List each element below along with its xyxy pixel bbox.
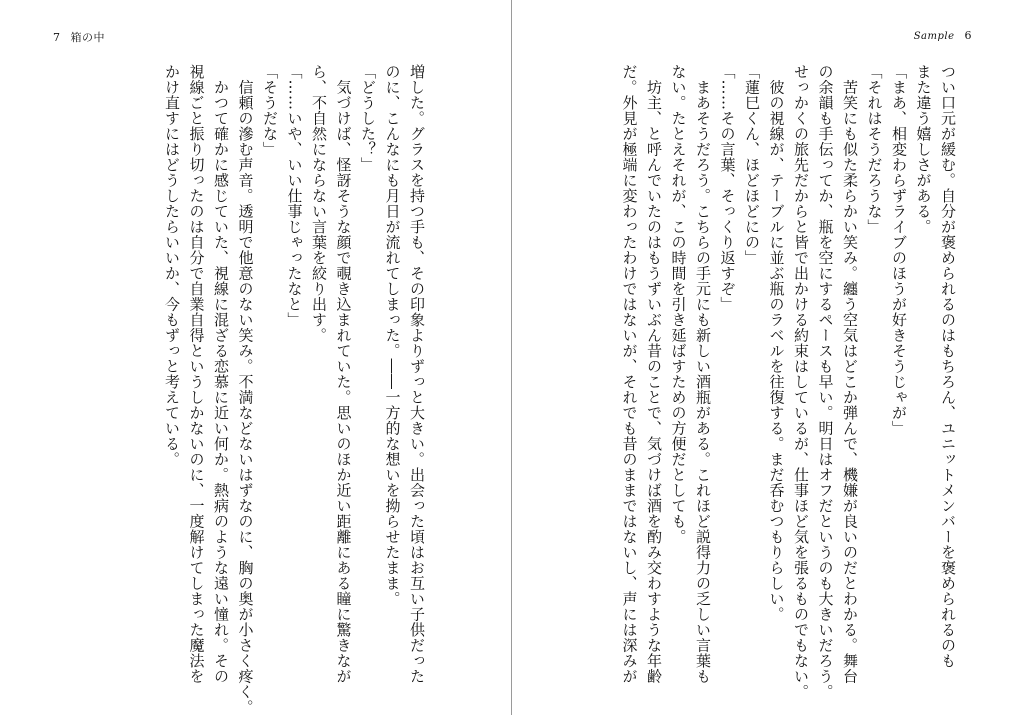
text-line: 視線ごと振り切ったのは自分で自業自得というしかないのに、一度解けてしまった魔法を [187, 64, 206, 684]
text-line: 気づけば、怪訝そうな顔で覗き込まれていた。思いのほか近い距離にある瞳に驚きなが [334, 64, 353, 684]
text-line: 信頼の滲む声音。透明で他意のない笑み。不満などないはずなのに、胸の奥が小さく疼く。 [236, 64, 255, 715]
text-line: ない。たとえそれが、この時間を引き延ばすための方便だとしても。 [669, 64, 688, 545]
text-line: かつて確かに感じていた、視線に混ざる恋慕に近い何か。熱病のような遠い憧れ。その [212, 64, 230, 684]
text-line: 坊主、と呼んでいたのはもうずいぶん昔のことで、気づけば酒を酌み交わすような年齢 [645, 64, 663, 684]
right-page [512, 0, 1024, 715]
text-line: 「……いや、いい仕事じゃったなと」 [285, 64, 304, 328]
text-line: 苦笑にも似た柔らかい笑み。纏う空気はどこか弾んで、機嫌が良いのだとわかる。舞台 [841, 64, 859, 684]
text-line: つい口元が緩む。自分が褒められるのはもちろん、ユニットメンバーを褒められるのも [939, 64, 957, 669]
text-line: 「蓮巳くん、ほどほどにの」 [743, 64, 761, 266]
text-line: せっかくの旅先だからと皆で出かける約束はしているが、仕事ほど気を張るものでもない。 [792, 64, 810, 700]
text-line: ら、不自然にならない言葉を絞り出す。 [310, 64, 328, 343]
left-page-chapter-title: 箱の中 [70, 31, 105, 44]
text-line: 「どうした？」 [359, 64, 377, 173]
text-line: まあそうだろう。こちらの手元にも新しい酒瓶がある。これほど説得力の乏しい言葉も [694, 64, 712, 684]
text-line: 「……その言葉、そっくり返すぞ」 [718, 64, 737, 312]
text-line: 彼の視線が、テーブルに並ぶ瓶のラベルを往復する。まだ呑むつもりらしい。 [767, 64, 786, 622]
text-line: また違う嬉しさがある。 [914, 64, 933, 235]
right-page-running-title: Sample [913, 31, 955, 42]
right-page-number: 6 [964, 29, 972, 42]
left-page-number: 7 [53, 31, 61, 44]
text-line: の余韻も手伝ってか、瓶を空にするペースも早い。明日はオフだというのも大きいだろう。 [816, 64, 835, 700]
left-page-body-text [159, 64, 429, 715]
text-line: かけ直すにはどうしたらいいか、今もずっと考えている。 [163, 64, 181, 467]
text-line: 増した。グラスを持つ手も、その印象よりずっと大きい。出会った頃はお互い子供だった [408, 64, 426, 684]
text-line: 「それはそうだろうな」 [865, 64, 884, 235]
text-line: だ。外見が極端に変わったわけではないが、それでも昔のままではないし、声には深みが [620, 64, 639, 684]
left-page [0, 0, 511, 715]
left-page-header [53, 29, 105, 45]
text-line: のに、こんなにも月日が流れてしまった。――一方的な想いを拗らせたまま。 [383, 64, 402, 607]
text-line: 「そうだな」 [261, 64, 279, 157]
right-page-body-text [620, 64, 960, 700]
right-page-header [914, 29, 972, 42]
text-line: 「まあ、相変わらずライブのほうが好きそうじゃが」 [890, 64, 908, 436]
